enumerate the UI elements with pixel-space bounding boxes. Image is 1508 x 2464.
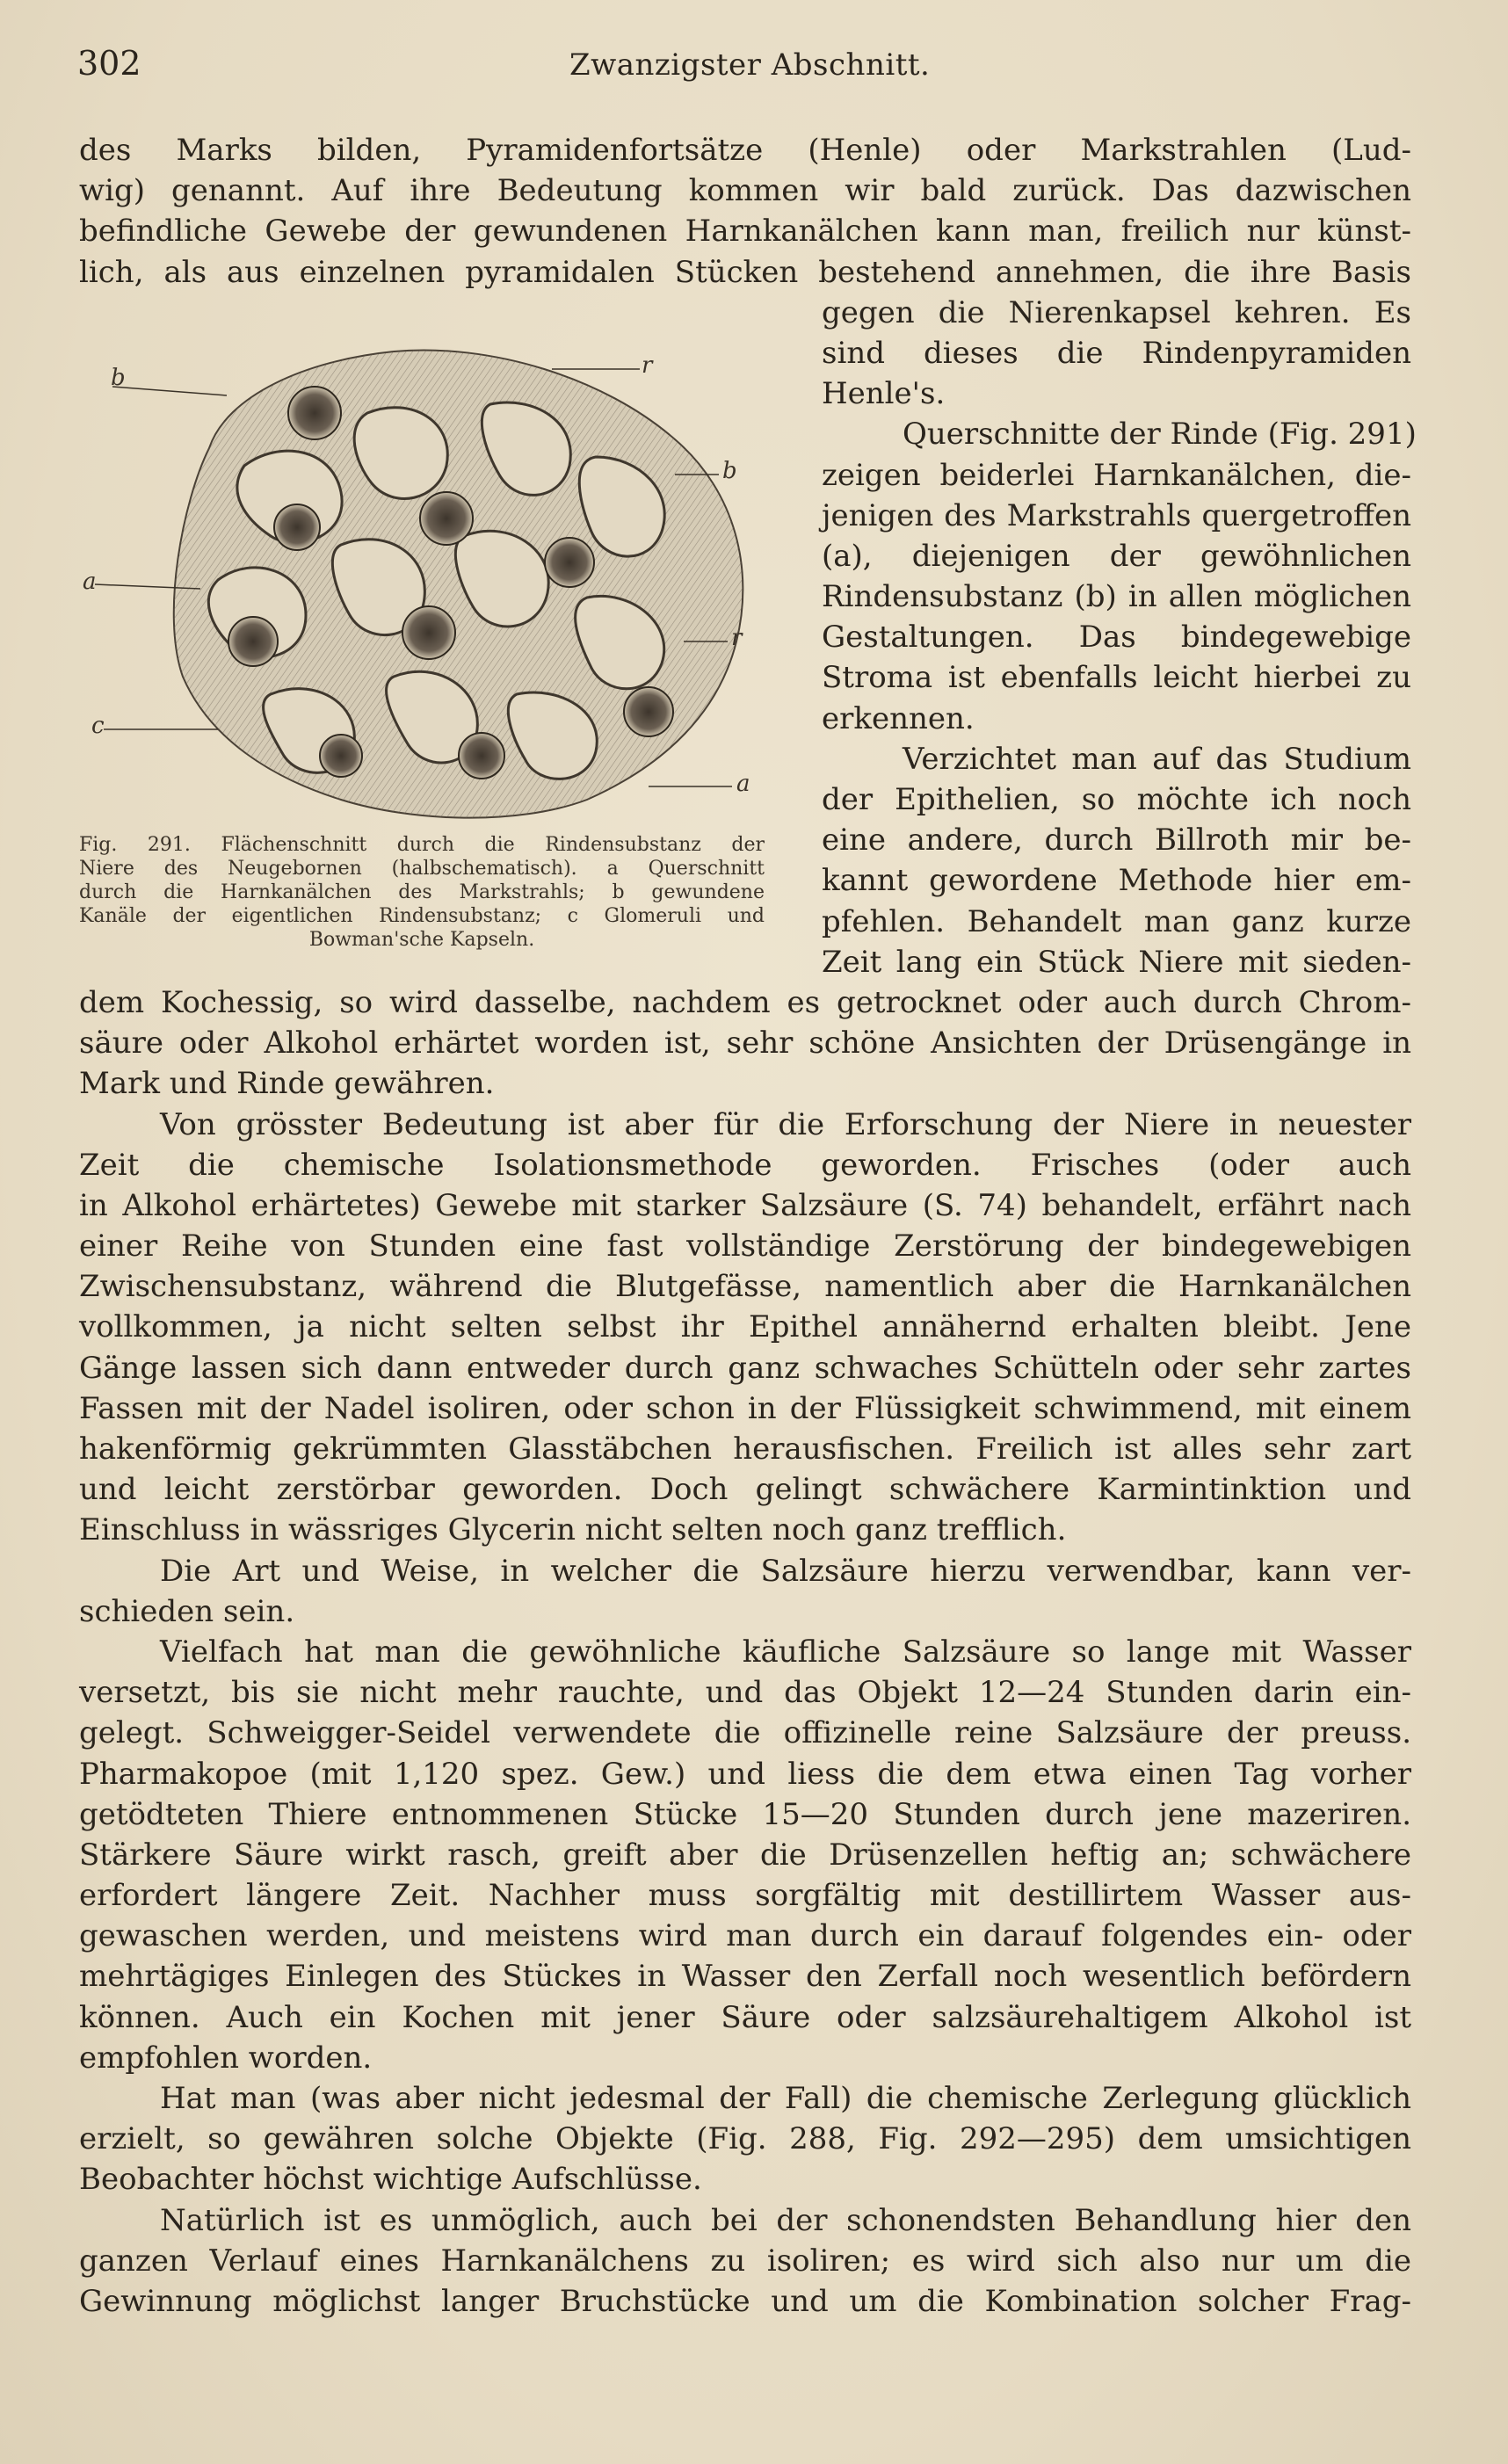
label-b-top: b <box>111 365 126 391</box>
text-line: erfordert längere Zeit. Nachher muss sorgfältig mit destillirtem Wasser aus- <box>79 1878 1411 1914</box>
text-line: Stärkere Säure wirkt rasch, greift aber die Drüsenzellen heftig an; schwächere <box>79 1837 1411 1873</box>
text-line: kannt gewordene Methode hier em- <box>822 863 1411 899</box>
text-line: Mark und Rinde gewähren. <box>79 1066 495 1102</box>
caption-line: durch die Harnkanälchen des Markstrahls; b gewundene <box>79 881 765 903</box>
label-r-top: r <box>642 352 653 379</box>
text-line: in Alkohol erhärtetes) Gewebe mit starker Salzsäure (S. 74) behandelt, erfährt nach <box>79 1187 1411 1223</box>
text-line: Hat man (was aber nicht jedesmal der Fall) die chemische Zerlegung glücklich <box>160 2081 1411 2116</box>
text-line: zeigen beiderlei Harnkanälchen, die- <box>822 457 1411 493</box>
text-line: mehrtägiges Einlegen des Stückes in Wasser den Zerfall noch wesentlich befördern <box>79 1959 1411 1995</box>
text-line: Zeit lang ein Stück Niere mit sieden- <box>822 944 1411 980</box>
text-line: Zwischensubstanz, während die Blutgefässe, namentlich aber die Harnkanälchen <box>79 1269 1411 1305</box>
text-line: vollkommen, ja nicht selten selbst ihr Epithel annähernd erhalten bleibt. Jene <box>79 1309 1411 1345</box>
text-line: jenigen des Markstrahls quergetroffen <box>822 497 1411 533</box>
label-r-mid: r <box>731 625 743 651</box>
text-line: Von grösster Bedeutung ist aber für die Erforschung der Niere in neuester <box>160 1106 1411 1142</box>
text-line: Pharmakopoe (mit 1,120 spez. Gew.) und liess die dem etwa einen Tag vorher <box>79 1756 1411 1792</box>
text-line: Stroma ist ebenfalls leicht hierbei zu <box>822 660 1411 696</box>
page-number: 302 <box>77 44 141 83</box>
text-line: einer Reihe von Stunden eine fast vollständige Zerstörung der bindegewebigen <box>79 1228 1411 1265</box>
text-line: gewaschen werden, und meistens wird man durch ein darauf folgendes ein- oder <box>79 1918 1411 1954</box>
text-line: erzielt, so gewähren solche Objekte (Fig. 288, Fig. 292—295) dem umsichtigen <box>79 2121 1411 2157</box>
text-line: können. Auch ein Kochen mit jener Säure oder salzsäurehaltigem Alkohol ist <box>79 1999 1411 2035</box>
label-b-right: b <box>722 458 737 484</box>
text-line: erkennen. <box>822 700 975 736</box>
text-line: Verzichtet man auf das Studium <box>903 741 1411 777</box>
text-line: dem Kochessig, so wird dasselbe, nachdem es getrocknet oder auch durch Chrom- <box>79 984 1411 1020</box>
text-line: Rindensubstanz (b) in allen möglichen <box>822 579 1411 615</box>
running-head: Zwanzigster Abschnitt. <box>569 47 931 83</box>
text-line: eine andere, durch Billroth mir be- <box>822 823 1411 859</box>
text-line: Vielfach hat man die gewöhnliche käufliche Salzsäure so lange mit Wasser <box>160 1634 1411 1670</box>
text-line: und leicht zerstörbar geworden. Doch gelingt schwächere Karmintinktion und <box>79 1472 1411 1508</box>
text-line: des Marks bilden, Pyramidenfortsätze (Henle) oder Markstrahlen (Lud- <box>79 133 1411 168</box>
text-line: Zeit die chemische Isolationsmethode geworden. Frisches (oder auch <box>79 1147 1411 1183</box>
page-header <box>77 44 1413 93</box>
text-line: schieden sein. <box>79 1593 295 1629</box>
label-a-left: a <box>83 569 97 595</box>
text-line: pfehlen. Behandelt man ganz kurze <box>822 903 1411 939</box>
text-line: Gewinnung möglichst langer Bruchstücke und um die Kombination solcher Frag- <box>79 2283 1411 2319</box>
text-line: Einschluss in wässriges Glycerin nicht selten noch ganz trefflich. <box>79 1512 1067 1548</box>
caption-line: Fig. 291. Flächenschnitt durch die Rindensubstanz der <box>79 834 765 856</box>
text-line: befindliche Gewebe der gewundenen Harnkanälchen kann man, freilich nur künst- <box>79 214 1411 250</box>
caption-line: Niere des Neugebornen (halbschematisch). a Querschnitt <box>79 858 765 880</box>
text-line: lich, als aus einzelnen pyramidalen Stücken bestehend annehmen, die ihre Basis <box>79 254 1411 290</box>
text-line: Fassen mit der Nadel isoliren, oder schon in der Flüssigkeit schwimmend, mit einem <box>79 1390 1411 1426</box>
caption-line: Kanäle der eigentlichen Rindensubstanz; c Glomeruli und <box>79 905 765 927</box>
text-line: gegen die Nierenkapsel kehren. Es <box>822 294 1411 330</box>
text-line: Henle's. <box>822 376 946 412</box>
text-line: wig) genannt. Auf ihre Bedeutung kommen wir bald zurück. Das dazwischen <box>79 173 1411 209</box>
label-c-left: c <box>91 713 105 739</box>
text-line: Gestaltungen. Das bindegewebige <box>822 620 1411 656</box>
text-line: (a), diejenigen der gewöhnlichen <box>822 538 1411 574</box>
text-line: säure oder Alkohol erhärtet worden ist, sehr schöne Ansichten der Drüsengänge in <box>79 1025 1411 1062</box>
body-text <box>79 130 1417 2322</box>
text-line: der Epithelien, so möchte ich noch <box>822 782 1411 817</box>
text-line: Gänge lassen sich dann entweder durch ganz schwaches Schütteln oder sehr zartes <box>79 1350 1411 1386</box>
text-line: Die Art und Weise, in welcher die Salzsäure hierzu verwendbar, kann ver- <box>160 1553 1411 1589</box>
caption-line: Bowman'sche Kapseln. <box>308 929 535 951</box>
text-line: gelegt. Schweigger-Seidel verwendete die offizinelle reine Salzsäure der preuss. <box>79 1715 1411 1751</box>
label-a-bottom: a <box>736 771 750 797</box>
text-line: sind dieses die Rindenpyramiden <box>822 335 1411 371</box>
text-line: ganzen Verlauf eines Harnkanälchens zu isoliren; es wird sich also nur um die <box>79 2243 1411 2279</box>
text-line: getödteten Thiere entnommenen Stücke 15—20 Stunden durch jene mazeriren. <box>79 1796 1411 1832</box>
text-line: Natürlich ist es unmöglich, auch bei der schonendsten Behandlung hier den <box>160 2202 1411 2238</box>
text-line: versetzt, bis sie nicht mehr rauchte, und das Objekt 12—24 Stunden darin ein- <box>79 1675 1411 1711</box>
text-line: Querschnitte der Rinde (Fig. 291) <box>903 417 1417 453</box>
text-line: empfohlen worden. <box>79 2040 373 2076</box>
text-line: hakenförmig gekrümmten Glasstäbchen herausfischen. Freilich ist alles sehr zart <box>79 1431 1411 1467</box>
text-line: Beobachter höchst wichtige Aufschlüsse. <box>79 2162 702 2198</box>
